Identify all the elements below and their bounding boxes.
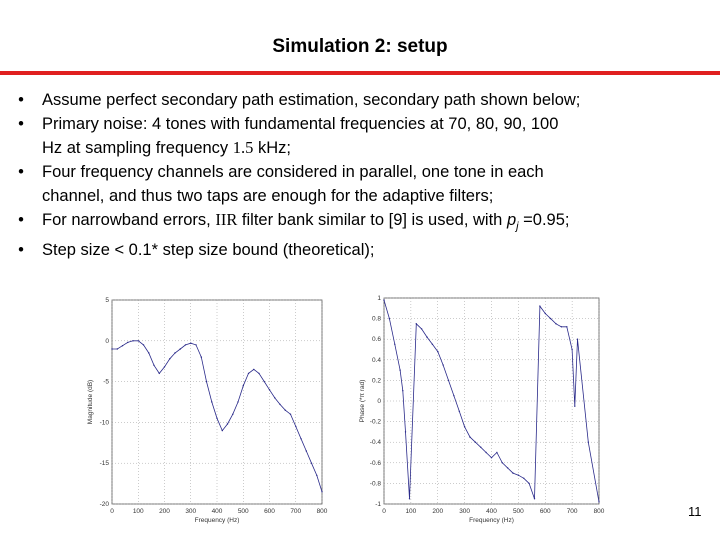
phase-xtick-label: 0 <box>382 508 386 515</box>
magnitude-data-point <box>237 401 238 402</box>
magnitude-data-point <box>311 463 312 464</box>
bullet-dot: • <box>18 91 24 109</box>
magnitude-data-point <box>190 343 191 344</box>
magnitude-data-point <box>269 389 270 390</box>
magnitude-data-point <box>159 373 160 374</box>
bullet-text: Step size < 0.1* step size bound (theoretical); <box>42 241 375 260</box>
bullet-list <box>14 88 714 262</box>
magnitude-ylabel: Magnitude (dB) <box>87 379 94 425</box>
phase-xtick-label: 700 <box>566 508 578 515</box>
phase-data-point <box>598 501 599 502</box>
phase-ytick-label: -0.2 <box>369 418 381 426</box>
bullet-text: filter bank similar to [9] is used, with <box>237 211 507 229</box>
bullet-text: Primary noise: 4 tones with fundamental frequencies at 70, 80, 90, 100 <box>42 115 559 133</box>
phase-xtick-label: 100 <box>405 508 417 515</box>
magnitude-data-point <box>264 381 265 382</box>
phase-data-point <box>523 478 524 479</box>
magnitude-data-point <box>274 397 275 398</box>
phase-data-point <box>383 299 384 300</box>
phase-xtick-label: 300 <box>459 508 471 515</box>
phase-data-point <box>459 411 460 412</box>
phase-data-point <box>577 339 578 340</box>
magnitude-data-point <box>174 352 175 353</box>
phase-data-point <box>555 323 556 324</box>
magnitude-xtick-label: 0 <box>110 508 114 515</box>
magnitude-data-point <box>185 344 186 345</box>
magnitude-data-point <box>111 348 112 349</box>
phase-data-point <box>464 426 465 427</box>
magnitude-ytick-label: 0 <box>105 337 109 345</box>
phase-ytick-label: -1 <box>375 501 381 508</box>
pole-symbol: $p_j$ <box>506 211 519 233</box>
phase-data-point <box>394 344 395 345</box>
magnitude-data-point <box>285 410 286 411</box>
bullet-text: Four frequency channels are considered in parallel, one tone in each <box>42 163 544 181</box>
phase-data-point <box>518 475 519 476</box>
magnitude-data-point <box>253 369 254 370</box>
phase-data-point <box>448 380 449 381</box>
phase-data-point <box>574 406 575 407</box>
bullet-text: Hz at sampling frequency <box>42 139 233 157</box>
magnitude-data-point <box>127 342 128 343</box>
magnitude-xtick-label: 200 <box>159 508 170 515</box>
phase-data-point <box>389 318 390 319</box>
magnitude-data-point <box>211 401 212 402</box>
magnitude-data-point <box>122 345 123 346</box>
bullet-item <box>14 208 714 238</box>
magnitude-data-point <box>243 385 244 386</box>
phase-data-point <box>528 483 529 484</box>
bullet-item <box>14 112 714 160</box>
phase-data-point <box>507 467 508 468</box>
bullet-item <box>14 238 714 262</box>
magnitude-xtick-label: 500 <box>237 508 249 515</box>
magnitude-xtick-label: 400 <box>211 508 223 515</box>
magnitude-data-point <box>153 365 154 366</box>
magnitude-xtick-label: 600 <box>264 508 275 515</box>
title-divider <box>0 71 720 75</box>
phase-data-point <box>416 323 417 324</box>
magnitude-chart <box>80 292 335 528</box>
magnitude-data-point <box>180 348 181 349</box>
magnitude-ytick-label: 5 <box>105 297 109 304</box>
bullet-dot: • <box>18 163 24 181</box>
bullet-text: For narrowband errors, <box>42 211 216 229</box>
magnitude-data-point <box>195 344 196 345</box>
phase-data-point <box>402 390 403 391</box>
magnitude-data-point <box>279 404 280 405</box>
phase-data-point <box>399 369 400 370</box>
sampling-value: 1.5 <box>232 138 254 157</box>
phase-data-point <box>409 498 410 499</box>
magnitude-data-point <box>206 381 207 382</box>
phase-xlabel: Frequency (Hz) <box>469 517 514 524</box>
phase-data-point <box>571 349 572 350</box>
magnitude-data-point <box>222 430 223 431</box>
phase-data-point <box>539 306 540 307</box>
magnitude-ytick-label: -5 <box>103 378 109 386</box>
magnitude-data-point <box>201 356 202 357</box>
phase-data-point <box>475 442 476 443</box>
magnitude-data-point <box>138 340 139 341</box>
phase-ytick-label: 0.4 <box>371 356 381 364</box>
phase-data-point <box>496 452 497 453</box>
bullet-text: Assume perfect secondary path estimation, secondary path shown below; <box>42 91 581 109</box>
page-number: 11 <box>688 504 702 519</box>
magnitude-data-point <box>300 438 301 439</box>
magnitude-data-point <box>117 348 118 349</box>
phase-plot <box>352 292 612 528</box>
slide-title: Simulation 2: setup <box>272 36 448 57</box>
phase-data-point <box>566 326 567 327</box>
phase-data-point <box>534 498 535 499</box>
phase-ylabel: Phase (*π rad) <box>359 379 366 423</box>
phase-xtick-label: 400 <box>486 508 497 515</box>
phase-data-point <box>442 364 443 365</box>
phase-ytick-label: 0.2 <box>371 377 381 385</box>
bullet-text: =0.95; <box>518 211 570 229</box>
magnitude-ytick-label: -10 <box>99 419 109 427</box>
bullet-item <box>14 160 714 208</box>
magnitude-data-point <box>306 450 307 451</box>
magnitude-data-point <box>321 491 322 492</box>
phase-data-point <box>545 313 546 314</box>
phase-ytick-label: 0 <box>377 398 381 405</box>
magnitude-data-point <box>216 418 217 419</box>
magnitude-data-point <box>295 426 296 427</box>
magnitude-data-point <box>258 373 259 374</box>
magnitude-xtick-label: 700 <box>290 508 302 515</box>
phase-ytick-label: -0.4 <box>369 439 381 447</box>
magnitude-ytick-label: -20 <box>99 501 109 508</box>
magnitude-xtick-label: 100 <box>132 508 144 515</box>
phase-xtick-label: 600 <box>539 508 551 515</box>
bullet-dot: • <box>18 115 24 133</box>
phase-xtick-label: 500 <box>512 508 524 515</box>
magnitude-xtick-label: 300 <box>185 508 197 515</box>
phase-data-point <box>480 447 481 448</box>
phase-xtick-label: 200 <box>432 508 444 515</box>
phase-data-point <box>453 395 454 396</box>
magnitude-data-point <box>232 414 233 415</box>
phase-ytick-label: 1 <box>377 295 381 302</box>
phase-data-point <box>561 326 562 327</box>
phase-data-point <box>432 344 433 345</box>
phase-ytick-label: 0.8 <box>371 315 381 323</box>
phase-chart <box>352 292 612 528</box>
magnitude-data-point <box>227 423 228 424</box>
phase-data-point <box>426 336 427 337</box>
magnitude-data-point <box>290 414 291 415</box>
iir-text: IIR <box>215 210 238 229</box>
bullet-item <box>14 88 714 112</box>
phase-data-point <box>485 452 486 453</box>
magnitude-data-point <box>248 373 249 374</box>
phase-data-point <box>550 318 551 319</box>
phase-ytick-label: -0.6 <box>369 459 381 467</box>
phase-data-point <box>491 457 492 458</box>
phase-data-point <box>437 351 438 352</box>
phase-data-point <box>588 442 589 443</box>
magnitude-plot <box>80 292 335 528</box>
phase-data-point <box>502 462 503 463</box>
phase-data-point <box>405 431 406 432</box>
phase-data-point <box>421 328 422 329</box>
bullet-dot: • <box>18 241 24 260</box>
phase-ytick-label: 0.6 <box>371 336 381 344</box>
phase-xtick-label: 800 <box>593 508 605 515</box>
bullet-text: kHz; <box>253 139 291 157</box>
phase-data-point <box>512 472 513 473</box>
magnitude-data-point <box>169 358 170 359</box>
bullet-text: channel, and thus two taps are enough for the adaptive filters; <box>42 187 494 205</box>
phase-ytick-label: -0.8 <box>369 480 381 488</box>
magnitude-xtick-label: 800 <box>316 508 328 515</box>
magnitude-data-point <box>164 366 165 367</box>
magnitude-data-point <box>143 344 144 345</box>
magnitude-data-point <box>148 352 149 353</box>
magnitude-ytick-label: -15 <box>99 460 109 468</box>
phase-data-point <box>469 436 470 437</box>
magnitude-xlabel: Frequency (Hz) <box>194 517 240 524</box>
magnitude-data-point <box>316 475 317 476</box>
bullet-dot: • <box>18 211 24 229</box>
magnitude-data-point <box>132 340 133 341</box>
